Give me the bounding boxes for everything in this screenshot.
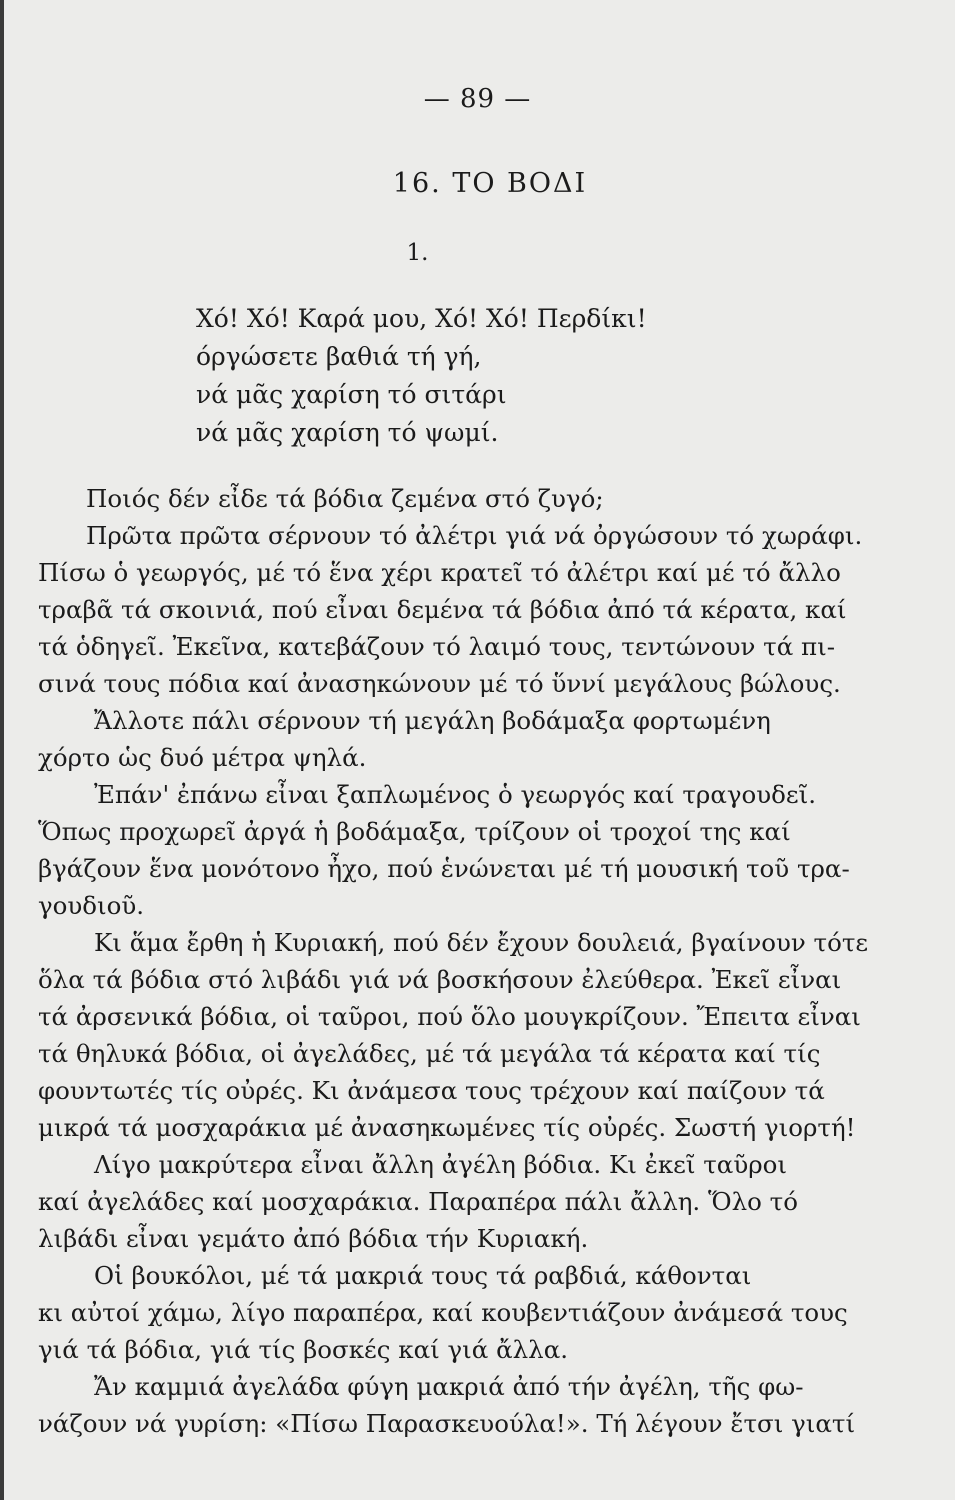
prose-line: σινά τους πόδια καί ἀνασηκώνουν μέ τό ὕννί μεγάλους βώλους. bbox=[38, 669, 841, 698]
prose-line: γουδιοῦ. bbox=[38, 891, 145, 920]
prose-line: ὅλα τά βόδια στό λιβάδι γιά νά βοσκήσουν ἐλεύθερα. Ἐκεῖ εἶναι bbox=[38, 965, 842, 994]
prose-line: τραβᾶ τά σκοινιά, πού εἶναι δεμένα τά βόδια ἀπό τά κέρατα, καί bbox=[38, 595, 847, 624]
section-number: 1. bbox=[406, 240, 429, 266]
prose-body bbox=[38, 480, 869, 1442]
prose-line: τά ἀρσενικά βόδια, οἱ ταῦροι, πού ὅλο μουγκρίζουν. Ἔπειτα εἶναι bbox=[38, 1002, 861, 1031]
prose-line: Οἱ βουκόλοι, μέ τά μακριά τους τά ραβδιά, κάθονται bbox=[94, 1261, 752, 1290]
chapter-title: 16. ΤΟ ΒΟΔΙ bbox=[392, 168, 588, 199]
prose-line: βγάζουν ἕνα μονότονο ἦχο, πού ἑνώνεται μέ τή μουσική τοῦ τρα- bbox=[38, 854, 850, 883]
prose-line: λιβάδι εἶναι γεμάτο ἀπό βόδια τήν Κυριακή. bbox=[38, 1224, 589, 1253]
verse-line: νά μᾶς χαρίση τό σιτάρι bbox=[196, 380, 507, 409]
prose-line: φουντωτές τίς οὐρές. Κι ἀνάμεσα τους τρέχουν καί παίζουν τά bbox=[38, 1076, 825, 1105]
prose-line: κι αὐτοί χάμω, λίγο παραπέρα, καί κουβεντιάζουν ἀνάμεσά τους bbox=[38, 1298, 848, 1327]
prose-line: Ἐπάν' ἐπάνω εἶναι ξαπλωμένος ὁ γεωργός καί τραγουδεῖ. bbox=[94, 780, 816, 809]
prose-line: Ἄν καμμιά ἀγελάδα φύγη μακριά ἀπό τήν ἀγέλη, τῆς φω- bbox=[94, 1372, 804, 1401]
prose-line: Κι ἅμα ἔρθη ἡ Κυριακή, πού δέν ἔχουν δουλειά, βγαίνουν τότε bbox=[94, 928, 869, 957]
verse-block bbox=[196, 300, 647, 452]
prose-line: γιά τά βόδια, γιά τίς βοσκές καί γιά ἄλλα. bbox=[38, 1335, 569, 1364]
prose-line: Λίγο μακρύτερα εἶναι ἄλλη ἀγέλη βόδια. Κι ἐκεῖ ταῦροι bbox=[94, 1150, 787, 1179]
prose-line: νάζουν νά γυρίση: «Πίσω Παρασκευούλα!». Τή λέγουν ἔτσι γιατί bbox=[38, 1409, 856, 1438]
prose-line: Πρῶτα πρῶτα σέρνουν τό ἀλέτρι γιά νά ὀργώσουν τό χωράφι. bbox=[86, 521, 863, 550]
prose-line: Ὅπως προχωρεῖ ἀργά ἡ βοδάμαξα, τρίζουν οἱ τροχοί της καί bbox=[38, 817, 791, 846]
verse-line: όργώσετε βαθιά τή γή, bbox=[196, 342, 482, 371]
page-edge bbox=[0, 0, 4, 1500]
prose-line: τά ὁδηγεῖ. Ἐκεῖνα, κατεβάζουν τό λαιμό τους, τεντώνουν τά πι- bbox=[38, 632, 836, 661]
page-number: — 89 — bbox=[423, 84, 532, 114]
verse-line: Χό! Χό! Καρά μου, Χό! Χό! Περδίκι! bbox=[196, 304, 647, 333]
verse-line: νά μᾶς χαρίση τό ψωμί. bbox=[196, 418, 499, 447]
prose-line: μικρά τά μοσχαράκια μέ ἀνασηκωμένες τίς οὐρές. Σωστή γιορτή! bbox=[38, 1113, 856, 1142]
prose-line: Ἄλλοτε πάλι σέρνουν τή μεγάλη βοδάμαξα φορτωμένη bbox=[94, 706, 771, 735]
prose-line: καί ἀγελάδες καί μοσχαράκια. Παραπέρα πάλι ἄλλη. Ὅλο τό bbox=[38, 1187, 798, 1216]
prose-line: χόρτο ὡς δυό μέτρα ψηλά. bbox=[38, 743, 367, 772]
prose-line: Πίσω ὁ γεωργός, μέ τό ἕνα χέρι κρατεῖ τό ἀλέτρι καί μέ τό ἄλλο bbox=[38, 558, 841, 587]
prose-line: τά θηλυκά βόδια, οἱ ἀγελάδες, μέ τά μεγάλα τά κέρατα καί τίς bbox=[38, 1039, 821, 1068]
prose-line: Ποιός δέν εἶδε τά βόδια ζεμένα στό ζυγό; bbox=[86, 484, 604, 513]
